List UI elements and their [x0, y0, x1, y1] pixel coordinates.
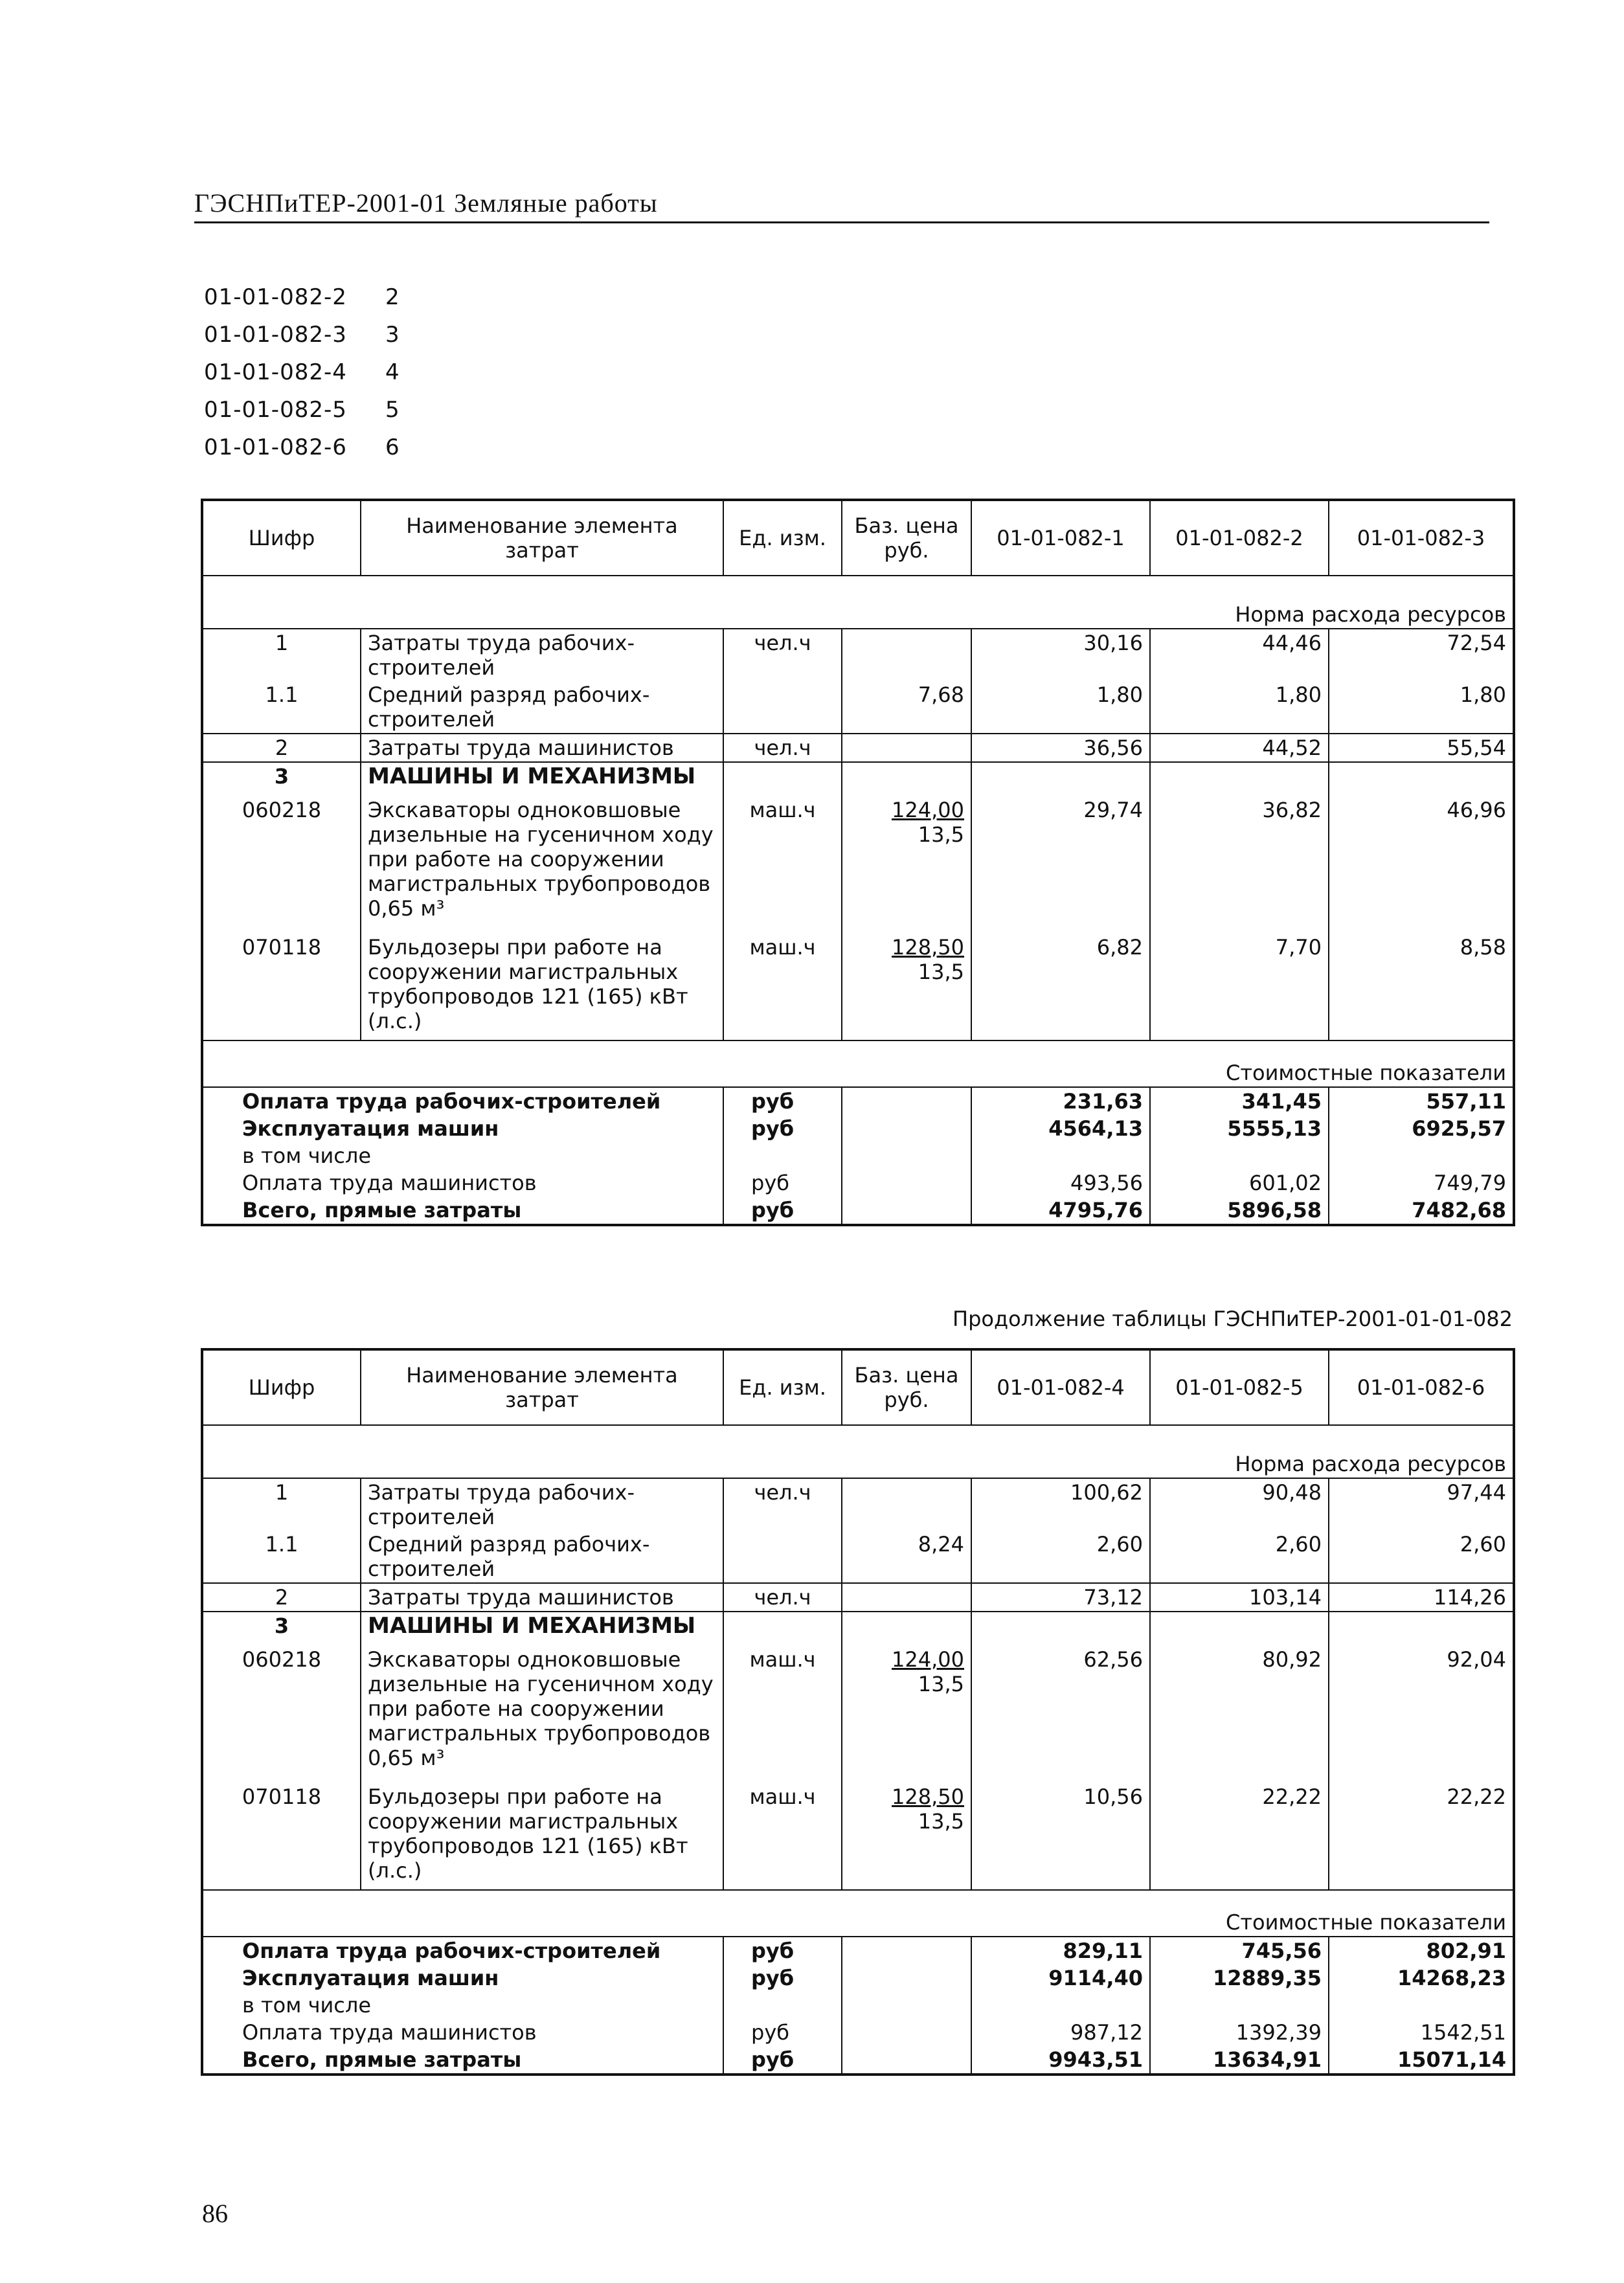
cost-row	[202, 1992, 1514, 2019]
cost-unit: руб	[723, 1197, 842, 1225]
cost-value: 231,63	[971, 1087, 1150, 1115]
cost-value: 1542,51	[1329, 2019, 1514, 2046]
cost-value: 9943,51	[971, 2046, 1150, 2075]
row-price	[842, 922, 971, 1040]
cost-label: Оплата труда машинистов	[202, 1169, 723, 1197]
row-name: Затраты труда машинистов	[361, 1583, 723, 1612]
cost-value: 987,12	[971, 2019, 1150, 2046]
row-value: 10,56	[971, 1771, 1150, 1890]
row-unit: чел.ч	[723, 734, 842, 762]
continuation-title: Продолжение таблицы ГЭСНПиТЕР-2001-01-01-082	[953, 1307, 1513, 1331]
col-header-name: Наименование элемента затрат	[361, 500, 723, 576]
header-rule	[194, 221, 1489, 223]
col-header-code: 01-01-082-3	[1329, 500, 1514, 576]
cost-label: в том числе	[202, 1992, 723, 2019]
cost-unit: руб	[723, 1964, 842, 1992]
row-name: Затраты труда рабочих-строителей	[361, 1478, 723, 1531]
table-header-row	[202, 1349, 1514, 1425]
cost-row	[202, 1169, 1514, 1197]
row-unit	[723, 1531, 842, 1583]
col-header-price: Баз. цена руб.	[842, 1349, 971, 1425]
row-value: 30,16	[971, 629, 1150, 681]
cost-label: Эксплуатация машин	[202, 1964, 723, 1992]
row-shifr: 1	[202, 629, 361, 681]
price-rank: 13,5	[918, 822, 964, 847]
code-list-item	[204, 354, 424, 391]
col-header-code: 01-01-082-1	[971, 500, 1150, 576]
cost-value: 341,45	[1150, 1087, 1329, 1115]
row-shifr: 070118	[202, 1771, 361, 1890]
row-name: Средний разряд рабочих-строителей	[361, 681, 723, 734]
code: 01-01-082-3	[204, 322, 347, 348]
row-value: 6,82	[971, 922, 1150, 1040]
price-rank: 13,5	[918, 1809, 964, 1834]
row-value: 36,82	[1150, 790, 1329, 922]
cost-value: 7482,68	[1329, 1197, 1514, 1225]
table-header-row	[202, 500, 1514, 576]
row-price	[842, 1639, 971, 1771]
cost-label: Всего, прямые затраты	[202, 1197, 723, 1225]
cost-label: в том числе	[202, 1142, 723, 1169]
row-name: Бульдозеры при работе на сооружении магистральных трубопроводов 121 (165) кВт (л.с.)	[361, 1771, 723, 1890]
code-list-item	[204, 429, 424, 466]
col-header-shifr: Шифр	[202, 500, 361, 576]
cost-label: Оплата труда рабочих-строителей	[202, 1087, 723, 1115]
row-value: 90,48	[1150, 1478, 1329, 1531]
page-header-title: ГЭСНПиТЕР-2001-01 Земляные работы	[194, 188, 658, 218]
row-value: 22,22	[1150, 1771, 1329, 1890]
col-header-code: 01-01-082-5	[1150, 1349, 1329, 1425]
resource-table-1	[201, 499, 1515, 1226]
row-price	[842, 1478, 971, 1531]
cost-label: Всего, прямые затраты	[202, 2046, 723, 2075]
section-label-norm: Норма расхода ресурсов	[202, 576, 1514, 629]
cost-value: 12889,35	[1150, 1964, 1329, 1992]
row-name: Бульдозеры при работе на сооружении магистральных трубопроводов 121 (165) кВт (л.с.)	[361, 922, 723, 1040]
col-header-unit: Ед. изм.	[723, 1349, 842, 1425]
row-price	[842, 790, 971, 922]
col-header-code: 01-01-082-2	[1150, 500, 1329, 576]
section-label-norm: Норма расхода ресурсов	[202, 1425, 1514, 1478]
row-value: 44,46	[1150, 629, 1329, 681]
row-shifr: 060218	[202, 1639, 361, 1771]
row-price	[842, 629, 971, 681]
row-value: 92,04	[1329, 1639, 1514, 1771]
row-value: 44,52	[1150, 734, 1329, 762]
row-unit	[723, 681, 842, 734]
cost-unit: руб	[723, 1115, 842, 1142]
cost-value: 802,91	[1329, 1937, 1514, 1964]
row-value: 2,60	[971, 1531, 1150, 1583]
code-number: 4	[385, 359, 400, 385]
row-shifr: 3	[202, 762, 361, 790]
cost-label: Оплата труда машинистов	[202, 2019, 723, 2046]
row-price: 7,68	[842, 681, 971, 734]
table-row	[202, 922, 1514, 1040]
price-base: 128,50	[892, 1784, 964, 1809]
row-value: 36,56	[971, 734, 1150, 762]
code-list-item	[204, 391, 424, 429]
row-price	[842, 1583, 971, 1612]
cost-value: 9114,40	[971, 1964, 1150, 1992]
cost-value: 6925,57	[1329, 1115, 1514, 1142]
cost-row	[202, 1142, 1514, 1169]
row-shifr: 2	[202, 734, 361, 762]
row-value: 97,44	[1329, 1478, 1514, 1531]
row-name: Затраты труда машинистов	[361, 734, 723, 762]
row-value: 62,56	[971, 1639, 1150, 1771]
row-value: 80,92	[1150, 1639, 1329, 1771]
cost-row	[202, 1937, 1514, 1964]
code-list	[204, 278, 424, 466]
row-shifr: 3	[202, 1612, 361, 1639]
col-header-name: Наименование элемента затрат	[361, 1349, 723, 1425]
table-row	[202, 1531, 1514, 1583]
row-value: 1,80	[971, 681, 1150, 734]
cost-value: 745,56	[1150, 1937, 1329, 1964]
code-number: 3	[385, 322, 400, 348]
section-row-cost	[202, 1890, 1514, 1937]
price-rank: 13,5	[918, 1672, 964, 1696]
table-row	[202, 1639, 1514, 1771]
row-name: Затраты труда рабочих-строителей	[361, 629, 723, 681]
row-shifr: 1.1	[202, 1531, 361, 1583]
row-value: 114,26	[1329, 1583, 1514, 1612]
cost-value: 14268,23	[1329, 1964, 1514, 1992]
row-name: Средний разряд рабочих-строителей	[361, 1531, 723, 1583]
code: 01-01-082-4	[204, 359, 347, 385]
row-value: 7,70	[1150, 922, 1329, 1040]
cost-unit: руб	[723, 2046, 842, 2075]
row-value: 72,54	[1329, 629, 1514, 681]
row-value: 29,74	[971, 790, 1150, 922]
col-header-unit: Ед. изм.	[723, 500, 842, 576]
cost-row	[202, 2019, 1514, 2046]
table-row	[202, 1583, 1514, 1612]
row-unit: маш.ч	[723, 1771, 842, 1890]
table-row-group-heading	[202, 762, 1514, 790]
section-label-cost: Стоимостные показатели	[202, 1890, 1514, 1937]
table-row-group-heading	[202, 1612, 1514, 1639]
code-number: 6	[385, 434, 400, 460]
price-base: 128,50	[892, 935, 964, 960]
code: 01-01-082-5	[204, 397, 347, 423]
row-unit: маш.ч	[723, 790, 842, 922]
cost-value: 4564,13	[971, 1115, 1150, 1142]
cost-value: 493,56	[971, 1169, 1150, 1197]
row-value: 2,60	[1329, 1531, 1514, 1583]
cost-row	[202, 2046, 1514, 2075]
code-number: 5	[385, 397, 400, 423]
row-unit: чел.ч	[723, 1478, 842, 1531]
cost-unit: руб	[723, 2019, 842, 2046]
row-name: Экскаваторы одноковшовые дизельные на гусеничном ходу при работе на сооружении магистральных трубопроводов 0,65 м³	[361, 1639, 723, 1771]
row-value: 1,80	[1150, 681, 1329, 734]
cost-value: 4795,76	[971, 1197, 1150, 1225]
row-value: 100,62	[971, 1478, 1150, 1531]
cost-value: 13634,91	[1150, 2046, 1329, 2075]
cost-label: Оплата труда рабочих-строителей	[202, 1937, 723, 1964]
group-heading: МАШИНЫ И МЕХАНИЗМЫ	[361, 1612, 723, 1639]
section-label-cost: Стоимостные показатели	[202, 1040, 1514, 1087]
cost-unit: руб	[723, 1937, 842, 1964]
row-unit: чел.ч	[723, 629, 842, 681]
code-list-item	[204, 316, 424, 354]
code: 01-01-082-2	[204, 284, 347, 310]
row-value: 2,60	[1150, 1531, 1329, 1583]
group-heading: МАШИНЫ И МЕХАНИЗМЫ	[361, 762, 723, 790]
cost-value: 5896,58	[1150, 1197, 1329, 1225]
table-row	[202, 681, 1514, 734]
code-number: 2	[385, 284, 400, 310]
col-header-code: 01-01-082-4	[971, 1349, 1150, 1425]
cost-value: 829,11	[971, 1937, 1150, 1964]
row-value: 1,80	[1329, 681, 1514, 734]
row-unit: маш.ч	[723, 922, 842, 1040]
row-price: 8,24	[842, 1531, 971, 1583]
row-price	[842, 1771, 971, 1890]
section-row-cost	[202, 1040, 1514, 1087]
row-value: 22,22	[1329, 1771, 1514, 1890]
code-list-item	[204, 278, 424, 316]
section-row-norm	[202, 1425, 1514, 1478]
cost-row	[202, 1115, 1514, 1142]
cost-value: 557,11	[1329, 1087, 1514, 1115]
cost-row	[202, 1964, 1514, 1992]
cost-label: Эксплуатация машин	[202, 1115, 723, 1142]
cost-value: 749,79	[1329, 1169, 1514, 1197]
price-rank: 13,5	[918, 960, 964, 984]
table-row	[202, 1771, 1514, 1890]
col-header-code: 01-01-082-6	[1329, 1349, 1514, 1425]
row-value: 103,14	[1150, 1583, 1329, 1612]
table-row	[202, 790, 1514, 922]
row-shifr: 070118	[202, 922, 361, 1040]
row-value: 8,58	[1329, 922, 1514, 1040]
price-base: 124,00	[892, 798, 964, 822]
cost-value: 15071,14	[1329, 2046, 1514, 2075]
row-shifr: 060218	[202, 790, 361, 922]
resource-table-2	[201, 1348, 1515, 2076]
cost-row	[202, 1197, 1514, 1225]
price-base: 124,00	[892, 1647, 964, 1672]
cost-value: 5555,13	[1150, 1115, 1329, 1142]
cost-row	[202, 1087, 1514, 1115]
row-shifr: 2	[202, 1583, 361, 1612]
cost-value: 601,02	[1150, 1169, 1329, 1197]
table-row	[202, 1478, 1514, 1531]
cost-unit: руб	[723, 1169, 842, 1197]
code: 01-01-082-6	[204, 434, 347, 460]
row-value: 46,96	[1329, 790, 1514, 922]
row-unit: чел.ч	[723, 1583, 842, 1612]
col-header-price: Баз. цена руб.	[842, 500, 971, 576]
row-price	[842, 734, 971, 762]
table-row	[202, 629, 1514, 681]
cost-unit: руб	[723, 1087, 842, 1115]
page-number: 86	[202, 2199, 228, 2228]
row-shifr: 1.1	[202, 681, 361, 734]
row-unit: маш.ч	[723, 1639, 842, 1771]
cost-value: 1392,39	[1150, 2019, 1329, 2046]
col-header-shifr: Шифр	[202, 1349, 361, 1425]
section-row-norm	[202, 576, 1514, 629]
row-value: 73,12	[971, 1583, 1150, 1612]
row-value: 55,54	[1329, 734, 1514, 762]
row-shifr: 1	[202, 1478, 361, 1531]
row-name: Экскаваторы одноковшовые дизельные на гусеничном ходу при работе на сооружении магистральных трубопроводов 0,65 м³	[361, 790, 723, 922]
table-row	[202, 734, 1514, 762]
